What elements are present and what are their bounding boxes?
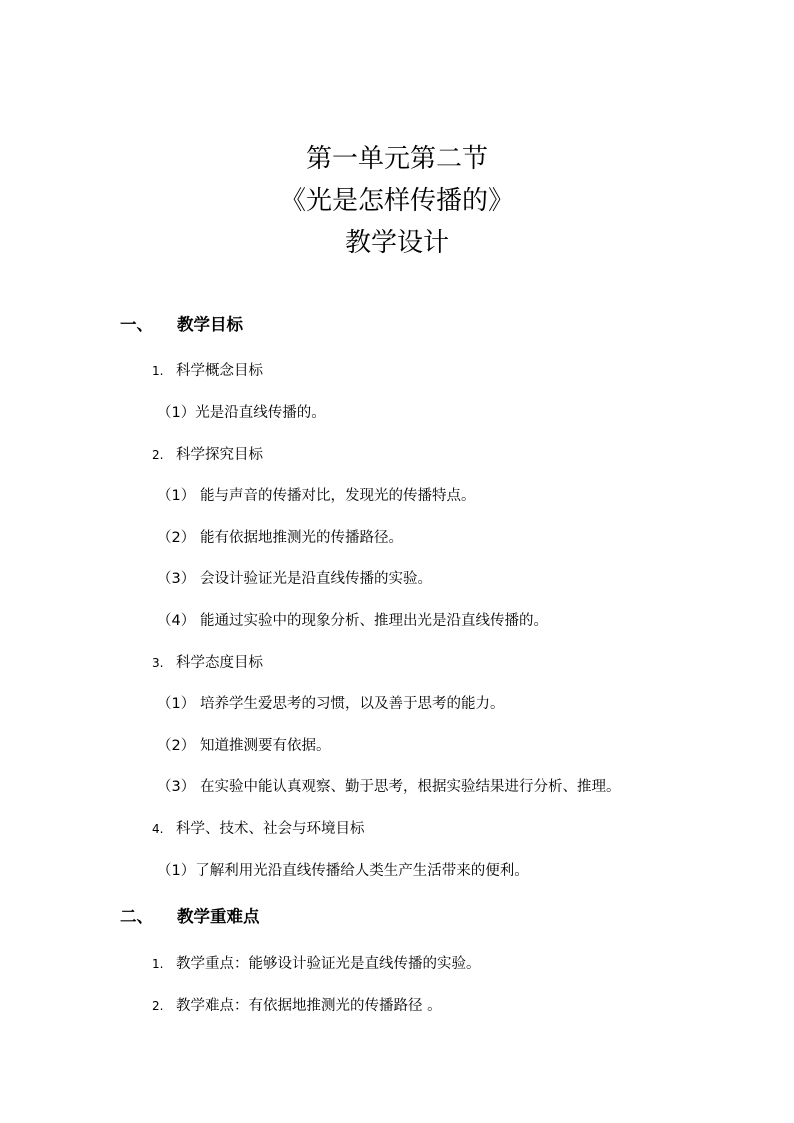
item-sts-goal bbox=[152, 818, 365, 840]
sub-number: （3） bbox=[157, 571, 196, 587]
sub-item bbox=[157, 485, 476, 507]
section-number: 二、 bbox=[120, 907, 153, 926]
sub-item bbox=[157, 610, 548, 632]
sub-text: 培养学生爱思考的习惯，以及善于思考的能力。 bbox=[200, 696, 505, 712]
item-difficult-point bbox=[152, 995, 442, 1017]
sub-number: （4） bbox=[157, 613, 196, 629]
sub-number: （2） bbox=[157, 738, 196, 754]
sub-item bbox=[157, 776, 621, 798]
sub-number: （1） bbox=[157, 863, 196, 879]
sub-item bbox=[157, 693, 505, 715]
item-number: 1. bbox=[152, 364, 164, 378]
sub-text: 光是沿直线传播的。 bbox=[195, 405, 326, 421]
item-number: 4. bbox=[152, 822, 164, 836]
item-text: 科学概念目标 bbox=[176, 363, 263, 379]
sub-text: 知道推测要有依据。 bbox=[200, 738, 331, 754]
item-text: 教学重点：能够设计验证光是直线传播的实验。 bbox=[176, 956, 481, 972]
section-title: 教学目标 bbox=[177, 315, 243, 334]
item-attitude-goal bbox=[152, 652, 263, 674]
item-concept-goal bbox=[152, 360, 263, 382]
title-design-line: 教学设计 bbox=[344, 228, 449, 258]
item-number: 1. bbox=[152, 957, 164, 971]
sub-text: 会设计验证光是沿直线传播的实验。 bbox=[200, 571, 432, 587]
sub-text: 能有依据地推测光的传播路径。 bbox=[200, 530, 403, 546]
item-text: 科学态度目标 bbox=[176, 655, 263, 671]
item-text: 科学、技术、社会与环境目标 bbox=[176, 821, 365, 837]
title-unit-line: 第一单元第二节 bbox=[305, 144, 488, 174]
title-lesson-line: 《光是怎样传播的》 bbox=[279, 186, 514, 216]
sub-text: 能与声音的传播对比，发现光的传播特点。 bbox=[200, 488, 476, 504]
item-number: 2. bbox=[152, 448, 164, 462]
item-text: 教学难点：有依据地推测光的传播路径 。 bbox=[176, 998, 442, 1014]
sub-number: （1） bbox=[157, 696, 196, 712]
sub-number: （1） bbox=[157, 405, 196, 421]
item-key-point bbox=[152, 953, 481, 975]
section-number: 一、 bbox=[120, 315, 153, 334]
section-title: 教学重难点 bbox=[177, 907, 260, 926]
section-heading-objectives bbox=[120, 313, 243, 337]
section-heading-key-points bbox=[120, 905, 260, 929]
sub-text: 在实验中能认真观察、勤于思考，根据实验结果进行分析、推理。 bbox=[200, 779, 621, 795]
sub-item bbox=[157, 860, 529, 882]
item-number: 3. bbox=[152, 656, 164, 670]
sub-number: （2） bbox=[157, 530, 196, 546]
sub-item bbox=[157, 568, 432, 590]
item-inquiry-goal bbox=[152, 444, 263, 466]
sub-item bbox=[157, 735, 331, 757]
sub-number: （1） bbox=[157, 488, 196, 504]
sub-item bbox=[157, 402, 326, 424]
sub-text: 了解利用光沿直线传播给人类生产生活带来的便利。 bbox=[195, 863, 529, 879]
sub-number: （3） bbox=[157, 779, 196, 795]
sub-item bbox=[157, 527, 403, 549]
sub-text: 能通过实验中的现象分析、推理出光是沿直线传播的。 bbox=[200, 613, 548, 629]
item-text: 科学探究目标 bbox=[176, 447, 263, 463]
item-number: 2. bbox=[152, 999, 164, 1013]
